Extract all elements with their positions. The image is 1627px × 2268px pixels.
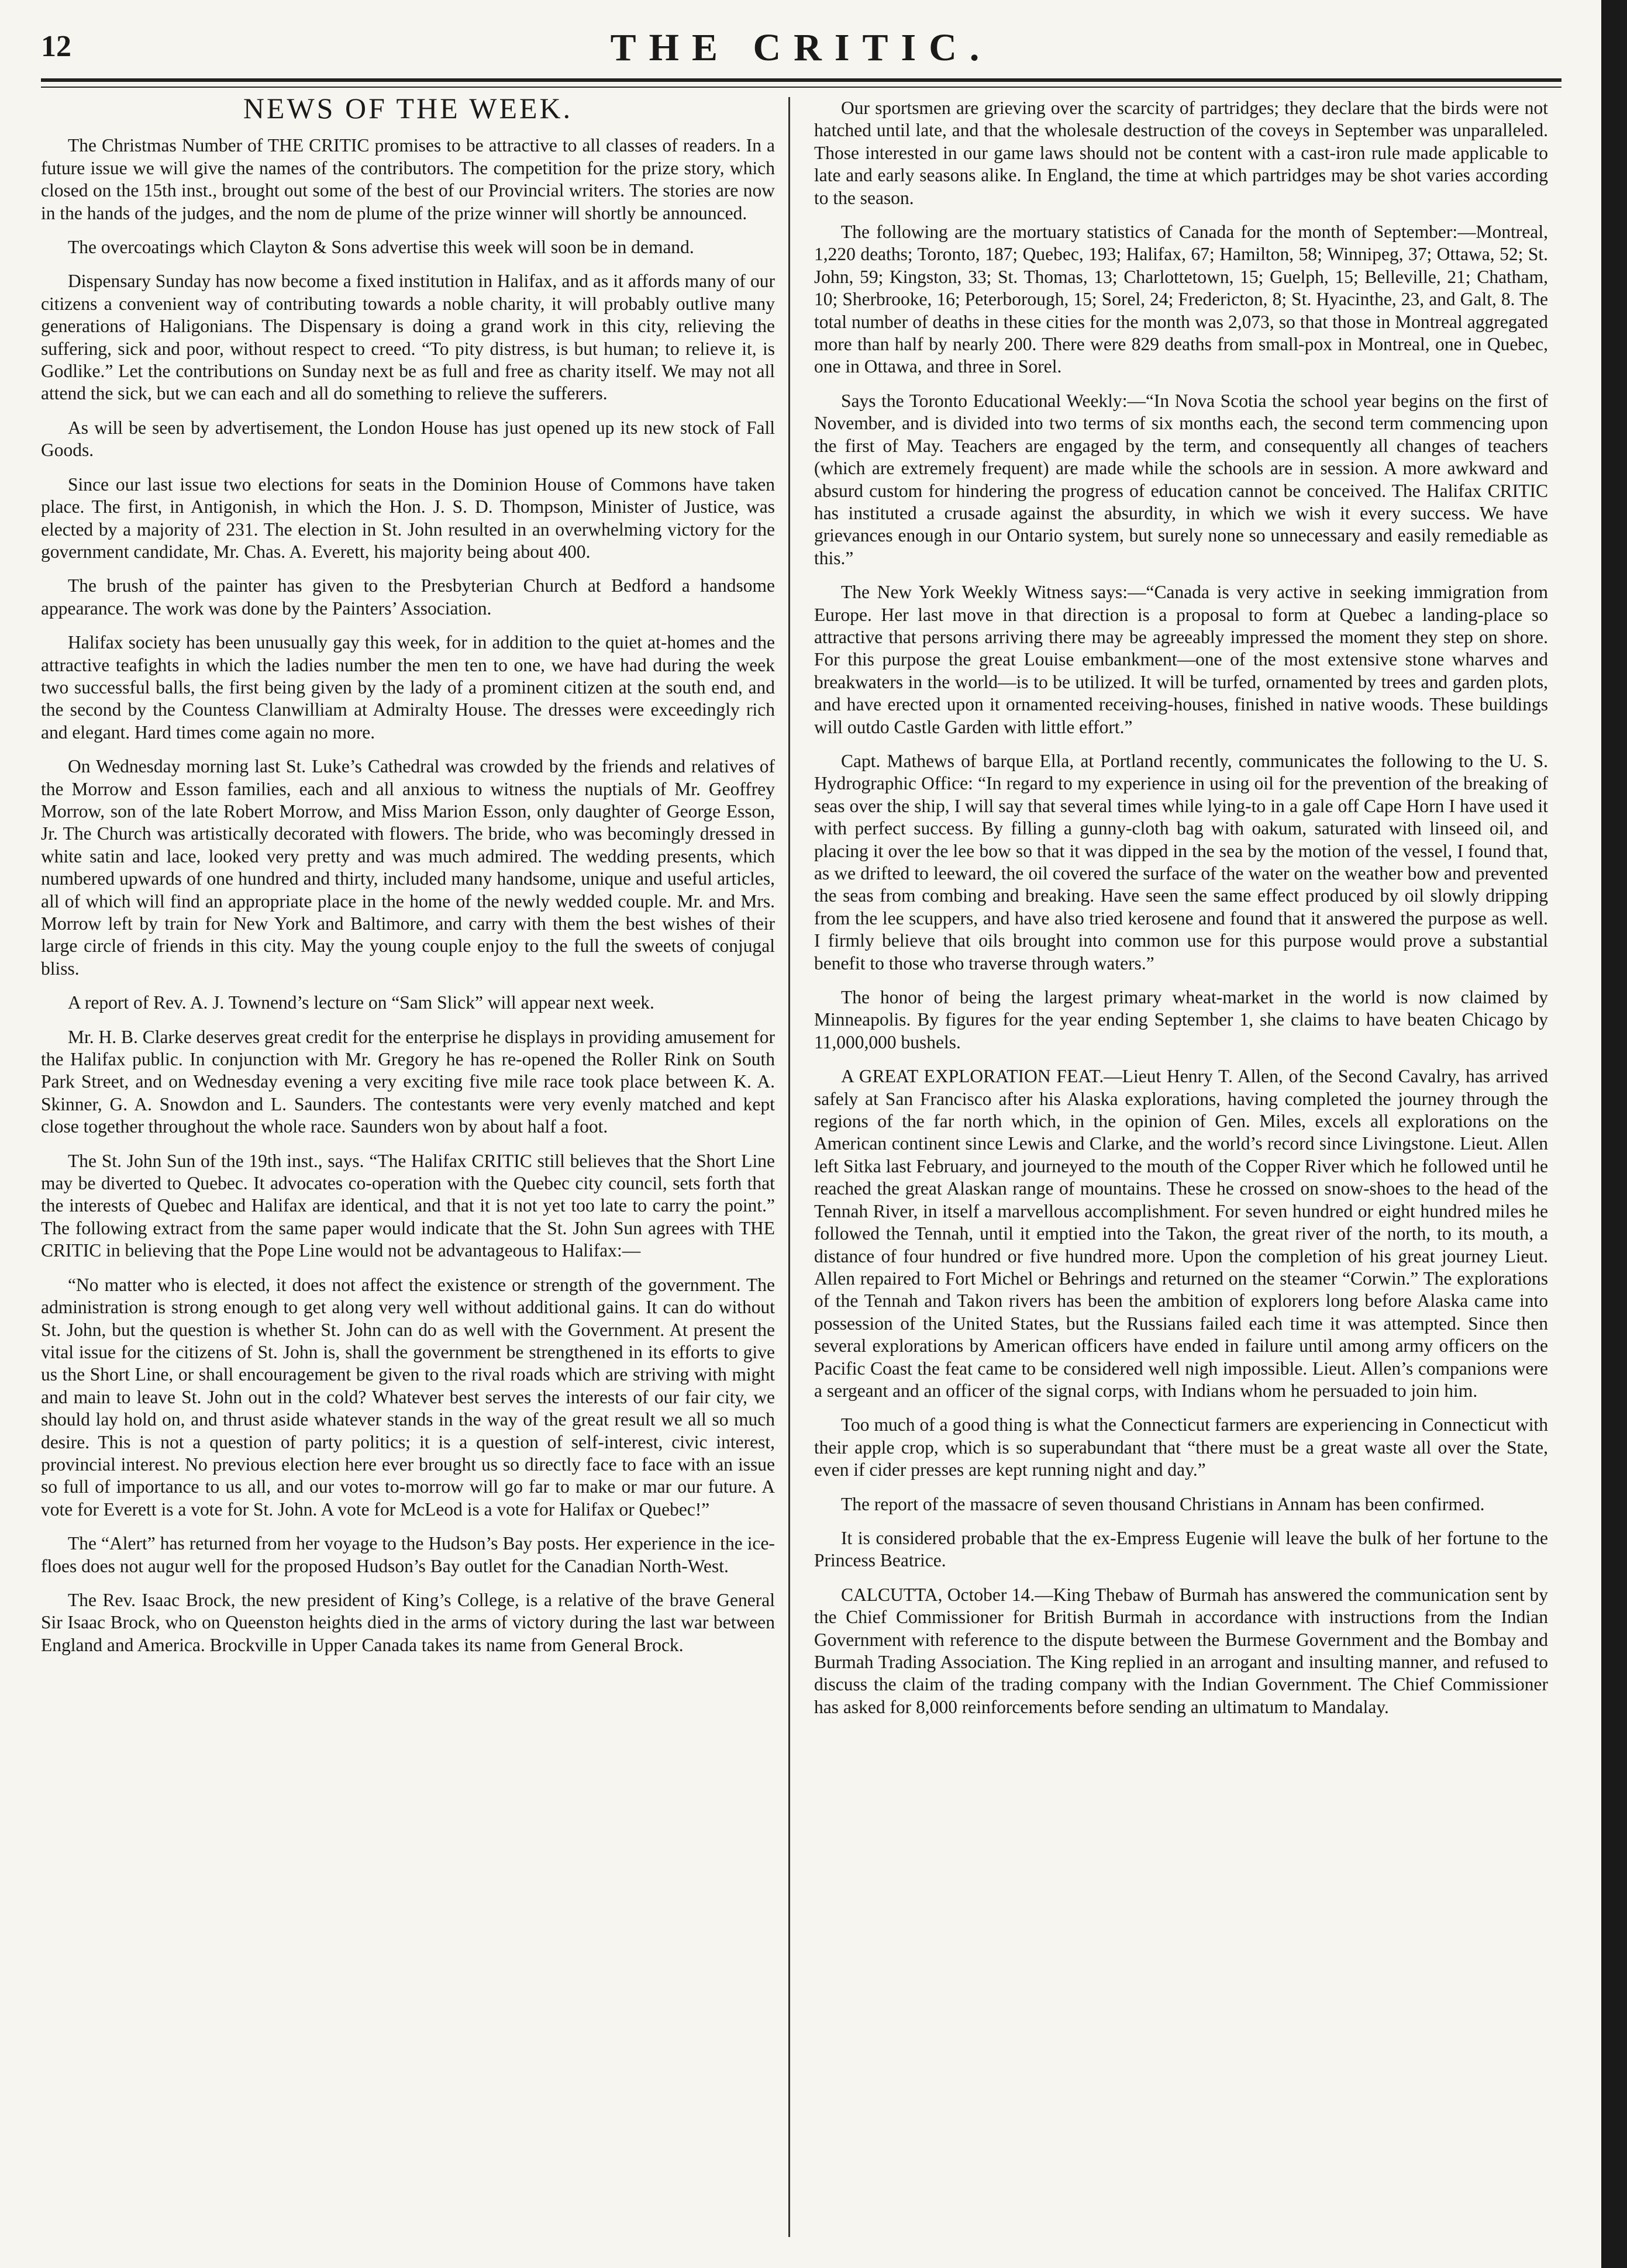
news-paragraph: It is considered probable that the ex-Empress Eugenie will leave the bulk of her fortune to the Princess Beatrice.	[814, 1527, 1548, 1571]
news-paragraph: The following are the mortuary statistics of Canada for the month of September:—Montreal, 1,220 deaths; Toronto, 187; Quebec, 193; Halifax, 67; Hamilton, 58; Winnipeg, 37; Ottawa, 52; St. John, 59; Kingston, 33; St. Thomas, 13; Charlottetown, 15; Guelph, 15; Belleville, 21; Chatham, 10; Sherbrooke, 16; Peterborough, 15; Sorel, 24; Fredericton, 8; St. Hyacinthe, 23, and Galt, 8. The total number of deaths in these cities for the month was 2,073, so that those in Montreal aggregated more than half by nearly 200. There were 829 deaths from small-pox in Montreal, one in Quebec, one in Ottawa, and three in Sorel.	[814, 222, 1548, 377]
news-paragraph: The New York Weekly Witness says:—“Canada is very active in seeking immigration from Europe. Her last move in that direction is a proposal to form at Quebec a landing-place so attractive that persons arriving there may be agreeably impressed the moment they step on shore. For this purpose the great Louise embankment—one of the most extensive stone wharves and breakwaters in the world—is to be utilized. It will be turfed, ornamented by trees and garden plots, and have erected upon it ornamented receiving-houses, finished in native woods. These buildings will outdo Castle Garden with little effort.”	[814, 582, 1548, 737]
right-column	[814, 97, 1548, 2237]
news-paragraph: Capt. Mathews of barque Ella, at Portland recently, communicates the following to the U. S. Hydrographic Office: “In regard to my experience in using oil for the prevention of the breaking of seas over the ship, I will say that several times while lying-to in a gale off Cape Horn I have used it with perfect success. By filling a gunny-cloth bag with oakum, saturated with linseed oil, and placing it over the lee bow so that it was dipped in the sea by the motion of the vessel, I found that, as we drifted to leeward, the oil covered the surface of the water on the weather bow and prevented the seas from combing and breaking. Have seen the same effect produced by oil slowly dripping from the lee scuppers, and have also tried kerosene and found that it answered the purpose as well. I firmly believe that oils brought into common use for this purpose would prove a substantial benefit to those who traverse through waters.”	[814, 750, 1548, 974]
section-title: NEWS OF THE WEEK.	[243, 97, 573, 125]
news-paragraph: CALCUTTA, October 14.—King Thebaw of Burmah has answered the communication sent by the Chief Commissioner for British Burmah in accordance with instructions from the Indian Government with reference to the dispute between the Burmese Government and the Bombay and Burmah Trading Association. The King replied in an arrogant and insulting manner, and refused to discuss the claim of the trading company with the Indian Government. The Chief Commissioner has asked for 8,000 reinforcements before sending an ultimatum to Mandalay.	[814, 1584, 1548, 1717]
news-paragraph: The report of the massacre of seven thousand Christians in Annam has been confirmed.	[841, 1493, 1485, 1514]
news-paragraph: A GREAT EXPLORATION FEAT.—Lieut Henry T. Allen, of the Second Cavalry, has arrived safely at San Francisco after his Alaska explorations, having completed the journey through the regions of the far north which, in the opinion of Gen. Miles, excels all explorations on the American continent since Lewis and Clarke, and the world’s record since Livingstone. Lieut. Allen left Sitka last February, and journeyed to the mouth of the Copper River which he followed until he reached the great Alaskan range of mountains. These he crossed on snow-shoes to the head of the Tennah River, in itself a marvellous accomplishment. For seven hundred or eight hundred miles he followed the Tennah, until it emptied into the Takon, the great river of the north, to its mouth, a distance of four hundred or five hundred more. Upon the completion of his great journey Lieut. Allen repaired to Fort Michel or Behrings and returned on the steamer “Corwin.” The explorations of the Tennah and Takon rivers has been the ambition of explorers long before Alaska came into possession of the United States, but the Russians failed each time it was attempted. Since then several explorations by American officers have ended in failure until among army officers on the Pacific Coast the feat came to be considered well nigh impossible. Lieut. Allen’s companions were a sergeant and an officer of the signal corps, with Indians whom he persuaded to join him.	[814, 1066, 1548, 1401]
news-paragraph: The “Alert” has returned from her voyage to the Hudson’s Bay posts. Her experience in the ice-floes does not augur well for the proposed Hudson’s Bay outlet for the Canadian North-West.	[41, 1533, 775, 1576]
column-divider	[788, 97, 790, 2237]
news-paragraph: The brush of the painter has given to the Presbyterian Church at Bedford a handsome appearance. The work was done by the Painters’ Association.	[41, 575, 775, 619]
news-paragraph: Our sportsmen are grieving over the scarcity of partridges; they declare that the birds were not hatched until late, and that the wholesale destruction of the coveys in September was unparalleled. Those interested in our game laws should not be content with a cast-iron rule made applicable to late and early seasons alike. In England, the time at which partridges may be shot varies according to the season.	[814, 98, 1548, 208]
news-paragraph: The St. John Sun of the 19th inst., says. “The Halifax CRITIC still believes that the Short Line may be diverted to Quebec. It advocates co-operation with the Quebec city council, sets forth that the interests of Quebec and Halifax are identical, and that it is not yet too late to carry the point.” The following extract from the same paper would indicate that the St. John Sun agrees with THE CRITIC in believing that the Pope Line would not be advantageous to Halifax:—	[41, 1150, 775, 1261]
news-paragraph: A report of Rev. A. J. Townend’s lecture on “Sam Slick” will appear next week.	[68, 992, 654, 1013]
news-paragraph: On Wednesday morning last St. Luke’s Cathedral was crowded by the friends and relatives of the Morrow and Esson families, each and all anxious to witness the nuptials of Mr. Geoffrey Morrow, son of the late Robert Morrow, and Miss Marion Esson, only daughter of George Esson, Jr. The Church was artistically decorated with flowers. The bride, who was becomingly dressed in white satin and lace, looked very pretty and was much admired. The wedding presents, which numbered upwards of one hundred and thirty, included many handsome, unique and useful articles, all of which will find an appropriate place in the home of the newly wedded couple. Mr. and Mrs. Morrow left by train for New York and Baltimore, and carry with them the best wishes of their large circle of friends in this city. May the young couple enjoy to the full the sweets of conjugal bliss.	[41, 756, 775, 979]
news-paragraph: The overcoatings which Clayton & Sons advertise this week will soon be in demand.	[68, 237, 694, 258]
news-paragraph: Dispensary Sunday has now become a fixed institution in Halifax, and as it affords many of our citizens a convenient way of contributing towards a noble charity, it will probably outlive many generations of Haligonians. The Dispensary is doing a grand work in this city, relieving the suffering, sick and poor, without respect to creed. “To pity distress, is but human; to relieve it, is Godlike.” Let the contributions on Sunday next be as full and free as charity itself. We may not all attend the sick, but we can each and all do something to relieve the sufferers.	[41, 271, 775, 404]
news-paragraph: Mr. H. B. Clarke deserves great credit for the enterprise he displays in providing amusement for the Halifax public. In conjunction with Mr. Gregory he has re-opened the Roller Rink on South Park Street, and on Wednesday evening a very exciting five mile race took place between K. A. Skinner, G. A. Snowdon and L. Saunders. The contestants were very evenly matched and kept close together throughout the whole race. Saunders won by about half a foot.	[41, 1026, 775, 1137]
news-paragraph: Halifax society has been unusually gay this week, for in addition to the quiet at-homes and the attractive teafights in which the ladies number the men ten to one, we have had during the week two successful balls, the first being given by the lady of a prominent citizen at the south end, and the second by the Countess Clanwilliam at Admiralty House. The dresses were exceedingly rich and elegant. Hard times come again no more.	[41, 632, 775, 743]
news-paragraph: The Rev. Isaac Brock, the new president of King’s College, is a relative of the brave General Sir Isaac Brock, who on Queenston heights died in the arms of victory during the last war between England and America. Brockville in Upper Canada takes its name from General Brock.	[41, 1589, 775, 1655]
page-header	[41, 22, 1561, 75]
news-paragraph: Since our last issue two elections for seats in the Dominion House of Commons have taken place. The first, in Antigonish, in which the Hon. J. S. D. Thompson, Minister of Justice, was elected by a majority of 231. The election in St. John resulted in an overwhelming victory for the government candidate, Mr. Chas. A. Everett, his majority being about 400.	[41, 474, 775, 562]
page-number: 12	[41, 30, 71, 63]
header-rule	[41, 78, 1561, 82]
news-paragraph: Says the Toronto Educational Weekly:—“In Nova Scotia the school year begins on the first of November, and is divided into two terms of six months each, the second term commencing upon the first of May. Teachers are engaged by the term, and consequently all changes of teachers (which are extremely frequent) are made while the schools are in session. A more awkward and absurd custom for hindering the progress of education cannot be conceived. The Halifax CRITIC has instituted a crusade against the absurdity, in which we wish it every success. We have grievances enough in our Ontario system, but surely none so unnecessary and easily remediable as this.”	[814, 390, 1548, 568]
quoted-extract: “No matter who is elected, it does not affect the existence or strength of the government. The administration is strong enough to get along very well without additional gains. It can do without St. John, but the question is whether St. John can do as well with the Government. At present the vital issue for the citizens of St. John is, shall the government be strengthened in its efforts to give us the Short Line, or shall encouragement be given to the rival roads which are striving with might and main to leave St. John out in the cold? Whatever best serves the interests of our fair city, we should lay hold on, and thrust aside whatever stands in the way of the great result we all so much desire. This is not a question of party politics; it is a question of self-interest, civic interest, provincial interest. No previous election here ever brought us so directly face to face with an issue so full of importance to us all, and our votes to-morrow will go far to make or mar our future. A vote for Everett is a vote for St. John. A vote for McLeod is a vote for Halifax or Quebec!”	[41, 1274, 775, 1520]
news-paragraph: Too much of a good thing is what the Connecticut farmers are experiencing in Connecticut with their apple crop, which is so superabundant that “there must be a great waste all over the State, even if cider presses are kept running night and day.”	[814, 1414, 1548, 1480]
masthead: THE CRITIC.	[610, 26, 992, 69]
header-rule-thin	[41, 87, 1561, 88]
news-paragraph: As will be seen by advertisement, the London House has just opened up its new stock of Fall Goods.	[41, 417, 775, 461]
news-paragraph: The Christmas Number of THE CRITIC promises to be attractive to all classes of readers. In a future issue we will give the names of the contributors. The competition for the prize story, which closed on the 15th inst., brought out some of the best of our Provincial writers. The stories are now in the hands of the judges, and the nom de plume of the prize winner will shortly be announced.	[41, 135, 775, 223]
left-column	[41, 97, 775, 2237]
news-paragraph: The honor of being the largest primary wheat-market in the world is now claimed by Minneapolis. By figures for the year ending September 1, she claims to have beaten Chicago by 11,000,000 bushels.	[814, 987, 1548, 1052]
scan-edge-bar	[1601, 0, 1627, 2268]
